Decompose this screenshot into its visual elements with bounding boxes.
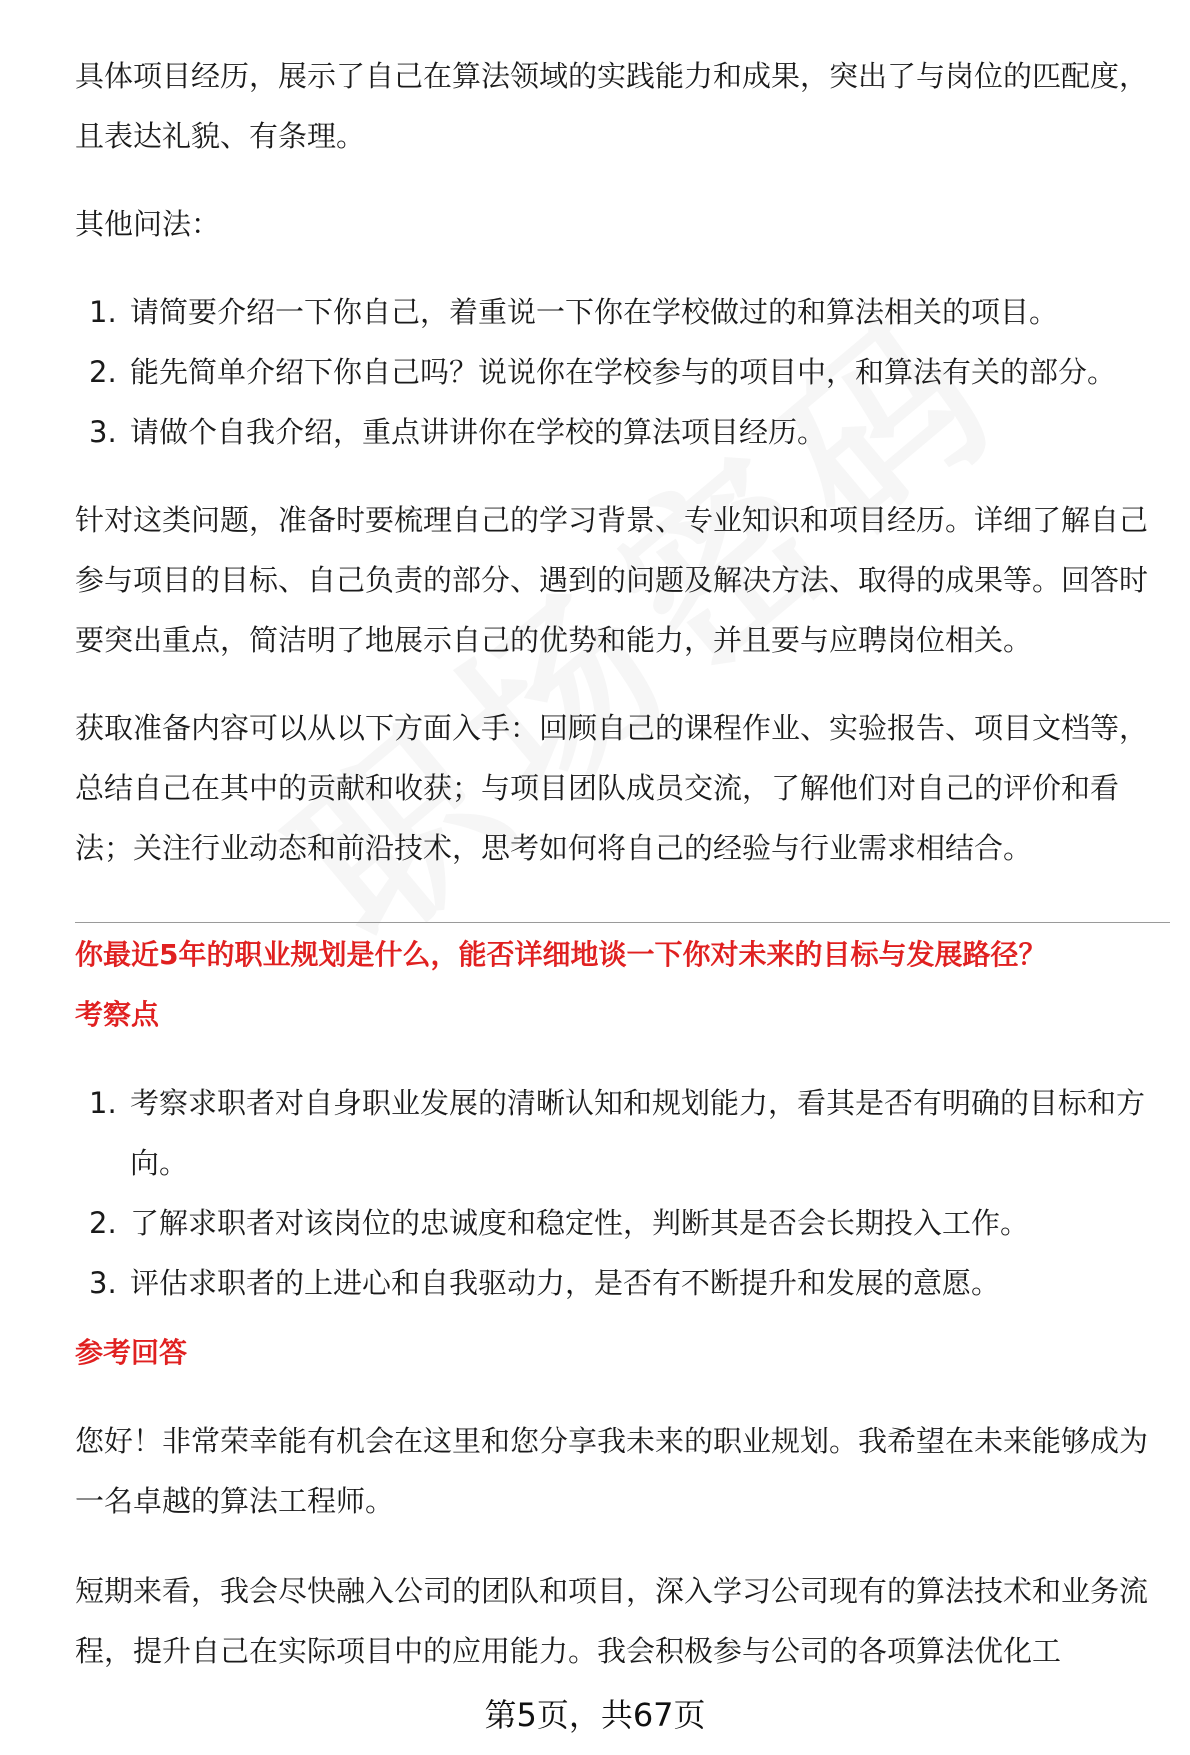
list-item — [75, 342, 1170, 402]
page-indicator: 第5页，共67页 — [484, 1696, 706, 1734]
document-page — [75, 46, 1170, 1681]
list-item-number: 1. — [89, 295, 117, 329]
prep-sources-paragraph: 获取准备内容可以从以下方面入手：回顾自己的课程作业、实验报告、项目文档等，总结自己在其中的贡献和收获；与项目团队成员交流，了解他们对自己的评价和看法；关注行业动态和前沿技术，思考如何将自己的经验与行业需求相结合。 — [75, 711, 1149, 865]
list-item-number: 1. — [89, 1086, 117, 1120]
list-item — [75, 1253, 1170, 1313]
list-item-text: 了解求职者对该岗位的忠诚度和稳定性，判断其是否会长期投入工作。 — [130, 1206, 1030, 1240]
list-item-number: 3. — [89, 1266, 117, 1300]
prep-advice-paragraph: 针对这类问题，准备时要梳理自己的学习背景、专业知识和项目经历。详细了解自己参与项目的目标、自己负责的部分、遇到的问题及解决方法、取得的成果等。回答时要突出重点，简洁明了地展示自己的优势和能力，并且要与应聘岗位相关。 — [75, 503, 1149, 657]
question-title: 你最近5年的职业规划是什么，能否详细地谈一下你对未来的目标与发展路径？ — [75, 938, 1047, 971]
list-item-text: 能先简单介绍下你自己吗？说说你在学校参与的项目中，和算法有关的部分。 — [130, 355, 1117, 389]
list-item — [75, 1073, 1170, 1193]
other-questions-list — [75, 282, 1170, 462]
focus-list — [75, 1073, 1170, 1313]
list-item-number: 3. — [89, 415, 117, 449]
intro-paragraph: 具体项目经历，展示了自己在算法领域的实践能力和成果，突出了与岗位的匹配度，且表达礼貌、有条理。 — [75, 59, 1149, 153]
list-item — [75, 1193, 1170, 1253]
list-item — [75, 282, 1170, 342]
list-item-text: 请做个自我介绍，重点讲讲你在学校的算法项目经历。 — [130, 415, 827, 449]
focus-heading: 考察点 — [75, 998, 160, 1031]
answer-heading: 参考回答 — [75, 1336, 188, 1369]
list-item — [75, 402, 1170, 462]
list-item-number: 2. — [89, 1206, 117, 1240]
section-divider — [75, 922, 1170, 923]
other-questions-label: 其他问法： — [75, 207, 221, 241]
answer-paragraph: 您好！非常荣幸能有机会在这里和您分享我未来的职业规划。我希望在未来能够成为一名卓越的算法工程师。 — [75, 1424, 1149, 1518]
list-item-number: 2. — [89, 355, 117, 389]
list-item-text: 评估求职者的上进心和自我驱动力，是否有不断提升和发展的意愿。 — [130, 1266, 1001, 1300]
list-item-text: 考察求职者对自身职业发展的清晰认知和规划能力，看其是否有明确的目标和方向。 — [130, 1086, 1146, 1180]
answer-paragraph: 短期来看，我会尽快融入公司的团队和项目，深入学习公司现有的算法技术和业务流程，提升自己在实际项目中的应用能力。我会积极参与公司的各项算法优化工 — [75, 1574, 1149, 1668]
list-item-text: 请简要介绍一下你自己，着重说一下你在学校做过的和算法相关的项目。 — [130, 295, 1059, 329]
